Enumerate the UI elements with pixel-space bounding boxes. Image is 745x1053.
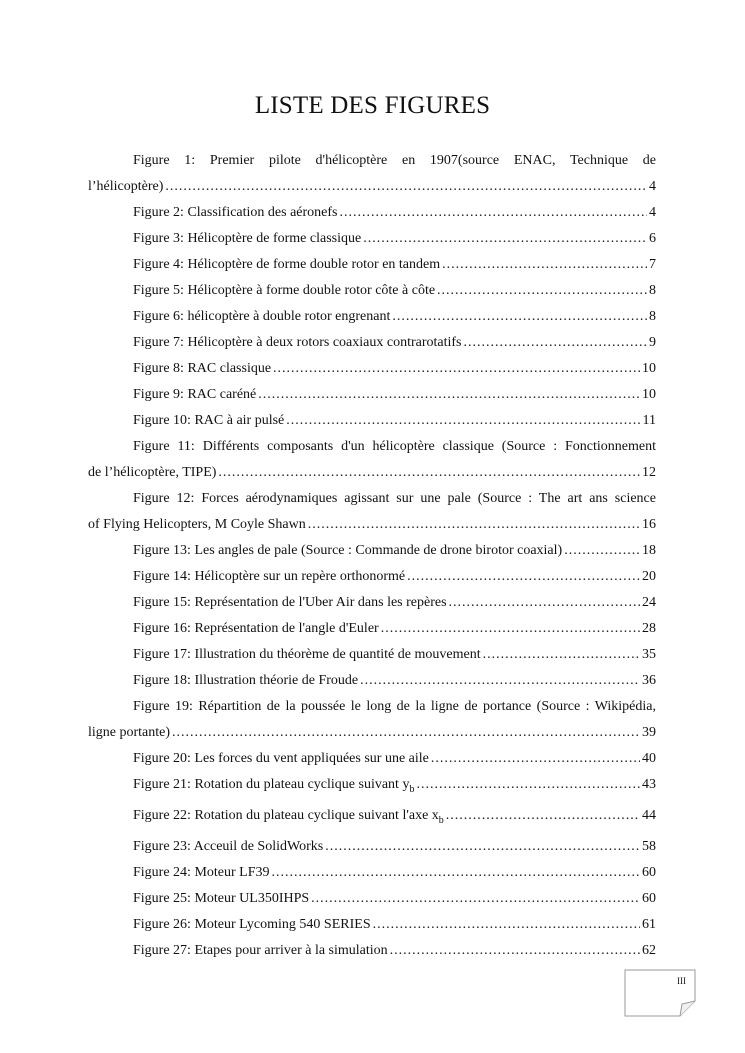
toc-entry-text: Figure 20: Les forces du vent appliquées sur une aile <box>133 751 429 766</box>
toc-entry-text: Figure 8: RAC classique <box>133 361 272 376</box>
toc-entry-page: 39 <box>642 725 656 740</box>
toc-entry-text: Figure 22: Rotation du plateau cyclique suivant l'axe x <box>133 807 439 823</box>
toc-entry-page: 20 <box>642 569 656 584</box>
subscript: b <box>438 814 444 826</box>
dot-leader <box>483 642 640 668</box>
toc-entry-page: 40 <box>642 751 656 766</box>
toc-entry-text-line2: de l’hélicoptère, TIPE) <box>88 465 217 480</box>
toc-entry-page: 24 <box>642 595 656 610</box>
dot-leader <box>308 512 640 538</box>
dot-leader <box>381 616 640 642</box>
dot-leader <box>273 356 640 382</box>
dot-leader <box>373 912 640 938</box>
dot-leader <box>363 226 647 252</box>
toc-entry-page: 35 <box>642 647 656 662</box>
toc-entry-text-line2: l’hélicoptère) <box>88 179 164 194</box>
toc-entry-text: Figure 3: Hélicoptère de forme classique <box>133 231 362 246</box>
toc-entry-page: 18 <box>642 543 656 558</box>
toc-entry-page: 43 <box>642 777 656 792</box>
toc-entry[interactable] <box>88 694 656 746</box>
toc-entry-text: Figure 23: Acceuil de SolidWorks <box>133 838 324 854</box>
toc-entry[interactable] <box>88 200 656 226</box>
toc-entry[interactable] <box>88 860 656 886</box>
toc-entry[interactable] <box>88 148 656 200</box>
dot-leader <box>218 460 640 486</box>
toc-entry-page: 44 <box>642 807 656 823</box>
dot-leader <box>437 278 647 304</box>
toc-entry[interactable] <box>88 668 656 694</box>
dot-leader <box>172 720 640 746</box>
toc-entry[interactable] <box>88 938 656 964</box>
toc-entry[interactable] <box>88 590 656 616</box>
toc-entry[interactable] <box>88 642 656 668</box>
toc-entry-text-line2: ligne portante) <box>88 725 171 740</box>
dot-leader <box>286 408 640 434</box>
dot-leader <box>258 382 640 408</box>
toc-entry-text: Figure 15: Représentation de l'Uber Air dans les repères <box>133 595 447 610</box>
toc-entry[interactable] <box>88 304 656 330</box>
toc-entry-text-line2: of Flying Helicopters, M Coyle Shawn <box>88 517 306 532</box>
toc-entry-text: Figure 2: Classification des aéronefs <box>133 205 338 220</box>
toc-entry[interactable] <box>88 382 656 408</box>
dot-leader <box>272 860 641 886</box>
toc-entry[interactable] <box>88 434 656 486</box>
toc-entry-text: Figure 17: Illustration du théorème de quantité de mouvement <box>133 647 481 662</box>
toc-entry-page: 7 <box>649 257 656 272</box>
dot-leader <box>325 834 640 860</box>
dot-leader <box>449 590 640 616</box>
toc-entry[interactable] <box>88 226 656 252</box>
toc-entry-text: Figure 9: RAC caréné <box>133 387 257 402</box>
toc-entry-page: 61 <box>642 916 656 932</box>
dot-leader <box>416 772 640 798</box>
subscript: b <box>409 783 415 795</box>
toc-entry-page: 4 <box>649 205 656 220</box>
toc-entry[interactable] <box>88 564 656 590</box>
toc-entry[interactable] <box>88 772 656 803</box>
toc-entry-page: 4 <box>649 179 656 194</box>
dot-leader <box>564 538 640 564</box>
page-title: LISTE DES FIGURES <box>254 92 491 119</box>
toc-entry[interactable] <box>88 886 656 912</box>
toc-entry[interactable] <box>88 356 656 382</box>
dot-leader <box>407 564 640 590</box>
dot-leader <box>464 330 648 356</box>
toc-entry-text: Figure 18: Illustration théorie de Froude <box>133 673 359 688</box>
dot-leader <box>360 668 640 694</box>
toc-entry-page: 60 <box>642 864 656 880</box>
dot-leader <box>390 938 640 964</box>
toc-entry[interactable] <box>88 278 656 304</box>
toc-entry-text: Figure 16: Représentation de l'angle d'Euler <box>133 621 379 636</box>
toc-entry-text: Figure 26: Moteur Lycoming 540 SERIES <box>133 916 371 932</box>
toc-entry-text-line1: Figure 11: Différents composants d'un hélicoptère classique (Source : Fonctionnement <box>133 439 656 454</box>
toc-entry[interactable] <box>88 834 656 860</box>
toc-entry[interactable] <box>88 803 656 834</box>
dot-leader <box>340 200 647 226</box>
toc-entry-text-line1: Figure 1: Premier pilote d'hélicoptère en 1907(source ENAC, Technique de <box>133 153 656 168</box>
toc-entry-page: 6 <box>649 231 656 246</box>
toc-entry-text: Figure 27: Etapes pour arriver à la simulation <box>133 942 388 958</box>
dot-leader <box>165 174 647 200</box>
toc-entry-page: 8 <box>649 283 656 298</box>
toc-entry-text: Figure 25: Moteur UL350IHPS <box>133 890 310 906</box>
dot-leader <box>311 886 640 912</box>
toc-entry-page: 28 <box>642 621 656 636</box>
toc-entry[interactable] <box>88 912 656 938</box>
toc-entry[interactable] <box>88 252 656 278</box>
toc-entry[interactable] <box>88 746 656 772</box>
toc-entry[interactable] <box>88 538 656 564</box>
dot-leader <box>392 304 647 330</box>
toc-entry-page: 58 <box>642 838 656 854</box>
toc-entry-text: Figure 7: Hélicoptère à deux rotors coaxiaux contrarotatifs <box>133 335 462 350</box>
toc-entry-page: 62 <box>642 942 656 958</box>
toc-entry-text: Figure 13: Les angles de pale (Source : Commande de drone birotor coaxial) <box>133 543 563 558</box>
toc-entry-page: 36 <box>642 673 656 688</box>
dot-leader <box>442 252 647 278</box>
toc-entry-text: Figure 6: hélicoptère à double rotor engrenant <box>133 309 391 324</box>
toc-entry-page: 12 <box>642 465 656 480</box>
toc-entry[interactable] <box>88 330 656 356</box>
toc-entry-text: Figure 5: Hélicoptère à forme double rotor côte à côte <box>133 283 436 298</box>
toc-entry-text-line1: Figure 12: Forces aérodynamiques agissant sur une pale (Source : The art ans science <box>133 491 656 506</box>
toc-entry-text: Figure 10: RAC à air pulsé <box>133 413 285 428</box>
page-number: III <box>677 976 686 986</box>
toc-entry[interactable] <box>88 486 656 538</box>
toc-entry-text: Figure 21: Rotation du plateau cyclique suivant y <box>133 777 410 792</box>
toc-entry-text: Figure 14: Hélicoptère sur un repère orthonormé <box>133 569 406 584</box>
toc-entry-page: 10 <box>642 387 656 402</box>
toc-entry-page: 16 <box>642 517 656 532</box>
toc-entry-text: Figure 24: Moteur LF39 <box>133 864 270 880</box>
toc-entry-text-line1: Figure 19: Répartition de la poussée le long de la ligne de portance (Source : Wikipédia, <box>133 699 656 714</box>
toc-entry-page: 11 <box>642 413 656 428</box>
toc-entry-page: 60 <box>642 890 656 906</box>
toc-entry-page: 10 <box>642 361 656 376</box>
toc-entry[interactable] <box>88 616 656 642</box>
dot-leader <box>431 746 640 772</box>
toc-entry-page: 8 <box>649 309 656 324</box>
toc-entry-page: 9 <box>649 335 656 350</box>
figure-list <box>88 148 656 964</box>
dot-leader <box>446 803 640 829</box>
toc-entry-text: Figure 4: Hélicoptère de forme double rotor en tandem <box>133 257 441 272</box>
toc-entry[interactable] <box>88 408 656 434</box>
